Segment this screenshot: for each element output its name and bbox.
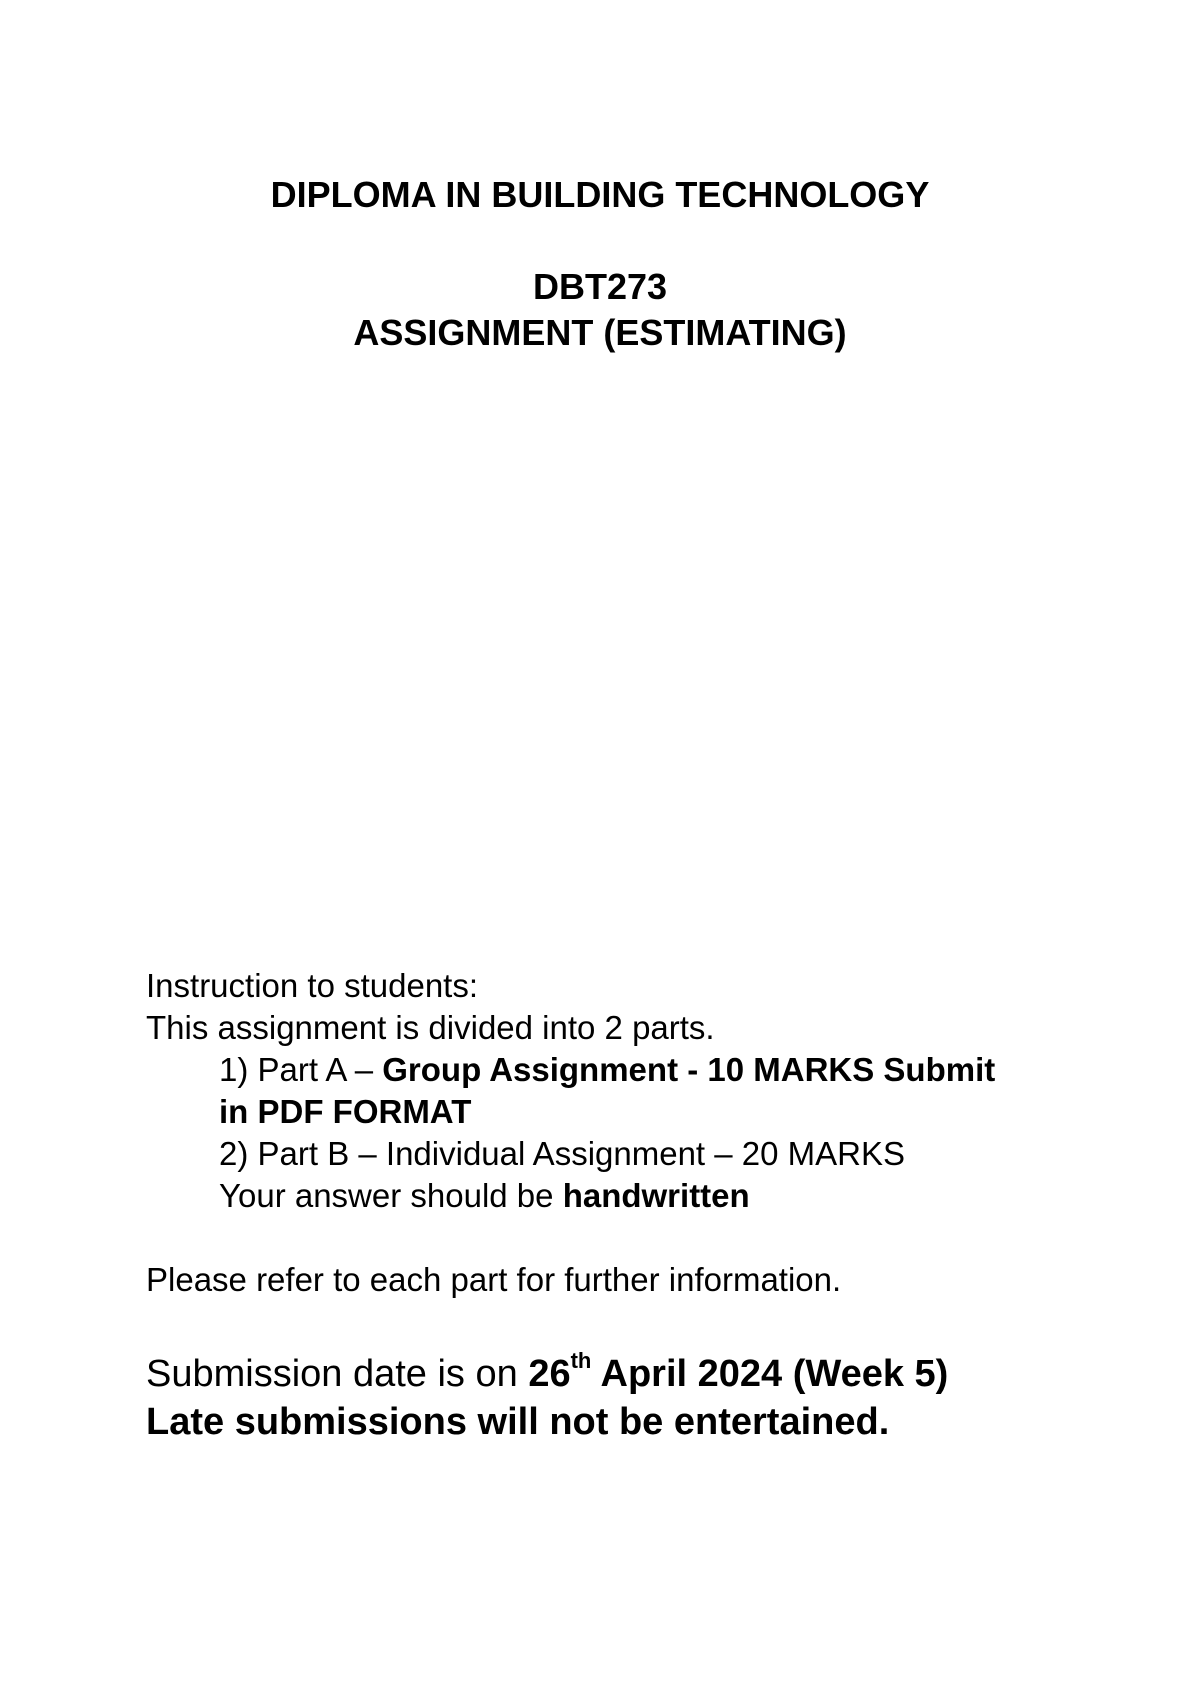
answer-line [146,1175,1106,1217]
part-a-prefix: 1) Part A – [219,1051,383,1088]
instructions-spacer [146,1217,1106,1259]
assignment-title: ASSIGNMENT (ESTIMATING) [353,312,847,353]
submission-date-rest: April 2024 (Week 5) [591,1353,949,1395]
course-code: DBT273 [532,266,668,307]
submission-date-line [146,1350,1146,1398]
late-notice: Late submissions will not be entertained. [146,1401,890,1443]
part-a-line [146,1049,1106,1091]
instructions-heading: Instruction to students: [146,967,479,1004]
submission-day: 26 [528,1353,571,1395]
part-b-line: 2) Part B – Individual Assignment – 20 MARKS [219,1135,906,1172]
instructions-intro: This assignment is divided into 2 parts. [146,1009,715,1046]
submission-block [146,1350,1146,1446]
instructions-block [146,965,1106,1301]
part-a-continuation: in PDF FORMAT [219,1093,472,1130]
part-a-bold-text: Group Assignment - 10 MARKS Submit [382,1051,996,1088]
title-block [0,172,1200,356]
answer-bold-text: handwritten [562,1177,750,1214]
title-gap [0,218,1200,264]
program-title: DIPLOMA IN BUILDING TECHNOLOGY [270,174,930,215]
submission-day-suffix: th [570,1348,592,1374]
submission-prefix: Submission date is on [146,1353,529,1395]
answer-prefix: Your answer should be [219,1177,563,1214]
refer-line: Please refer to each part for further information. [146,1261,842,1298]
